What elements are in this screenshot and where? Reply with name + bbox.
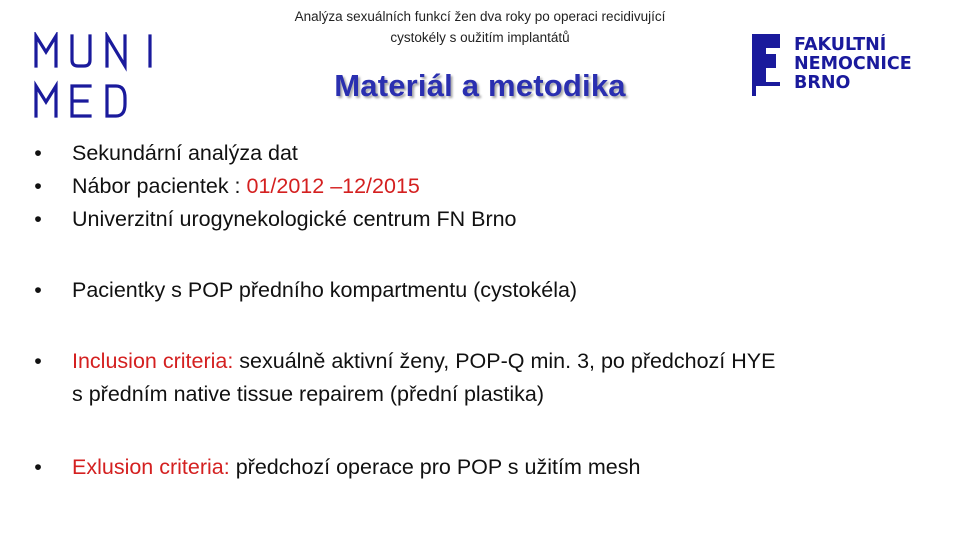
slide-title: Materiál a metodika: [334, 68, 626, 103]
recruitment-dates: 01/2012 –12/2015: [246, 174, 420, 198]
header-subtitle-line1: Analýza sexuálních funkcí žen dva roky po operaci recidivující: [294, 9, 666, 24]
bullet-item: [28, 451, 938, 484]
fn-logo-line3: BRNO: [794, 73, 851, 93]
fn-logo-line2: NEMOCNICE: [794, 54, 912, 74]
bullet-list: [28, 137, 938, 484]
bullet-text: Sekundární analýza dat: [72, 141, 298, 165]
bullet-text: Univerzitní urogynekologické centrum FN Brno: [72, 207, 517, 231]
exclusion-label: Exlusion criteria:: [72, 455, 230, 479]
bullet-text: Pacientky s POP předního kompartmentu (cystokéla): [72, 278, 578, 302]
muni-med-logo: [32, 32, 162, 122]
bullet-text: sexuálně aktivní ženy, POP-Q min. 3, po předchozí HYE: [233, 349, 776, 373]
fn-brno-logo: [752, 34, 932, 96]
bullet-item: [28, 137, 938, 170]
bullet-icon: •: [34, 174, 42, 198]
inclusion-label: Inclusion criteria:: [72, 349, 234, 373]
bullet-icon: •: [34, 349, 42, 373]
bullet-icon: •: [34, 455, 42, 479]
fn-logo-line1: FAKULTNÍ: [794, 35, 887, 55]
bullet-item: [28, 274, 938, 307]
bullet-icon: •: [34, 207, 42, 231]
bullet-text: Nábor pacientek :: [72, 174, 247, 198]
bullet-text: předchozí operace pro POP s užitím mesh: [229, 455, 641, 479]
header-subtitle-line2: cystokély s oužitím implantátů: [390, 30, 570, 45]
bullet-icon: •: [34, 141, 42, 165]
bullet-item: [28, 170, 938, 203]
header-subtitle: [240, 6, 720, 48]
bullet-text-continuation: s předním native tissue repairem (přední plastika): [72, 382, 545, 406]
bullet-item: [28, 345, 938, 411]
bullet-icon: •: [34, 278, 42, 302]
bullet-item: [28, 203, 938, 236]
